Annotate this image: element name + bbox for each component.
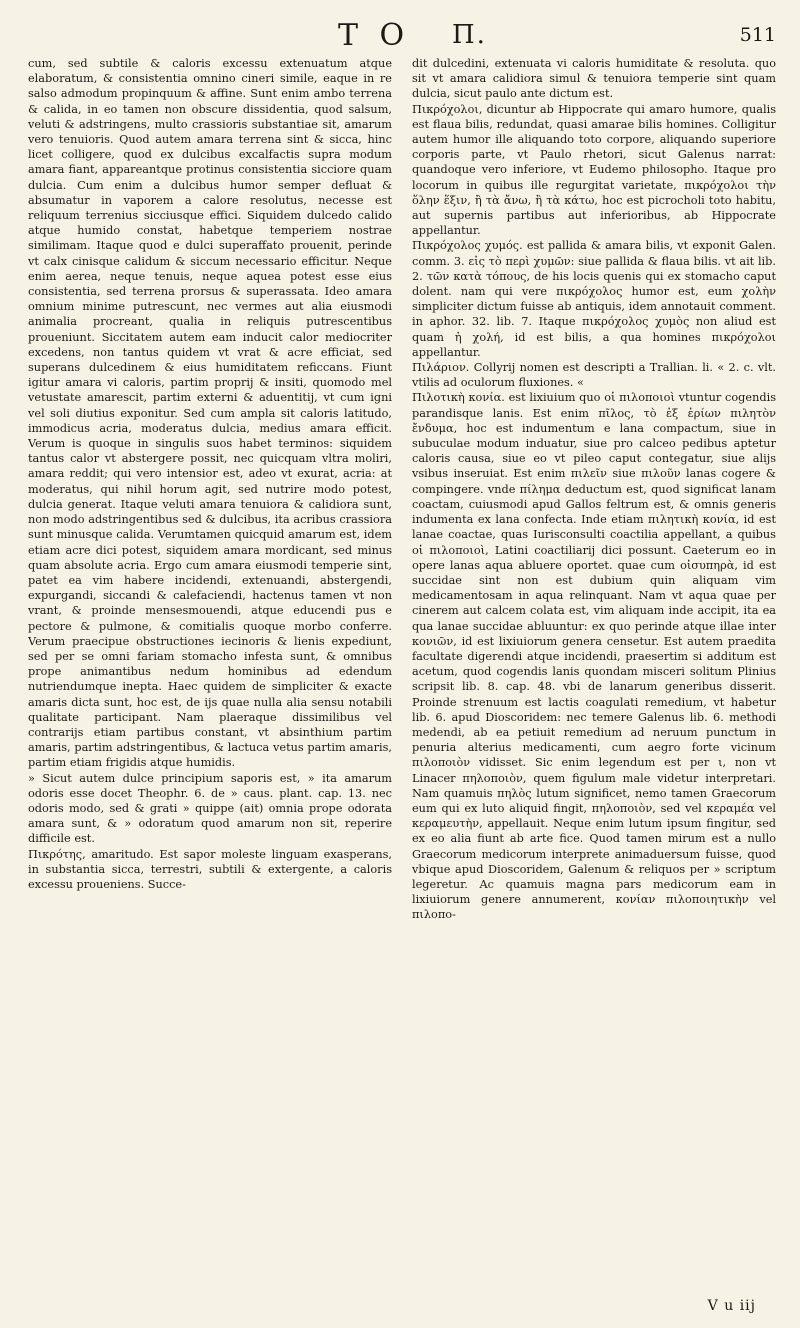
left-column [28,56,392,1286]
header-title-right: Π. [452,20,487,50]
running-header [20,14,776,58]
right-column [412,56,776,1286]
left-paragraph: Πικρότης, amaritudo. Est sapor moleste linguam exasperans, in substantia sicca, terrestri, subtili & extergente, a caloris excessu proueniens. Succe- [28,847,392,891]
signature-mark: V u iij [707,1298,756,1314]
right-paragraph: Πικρόχολος χυμός. est pallida & amara bilis, vt exponit Galen. comm. 3. εἰς τὸ περὶ χυμῶν: siue pallida & flaua bilis. vt ait lib. 2. τῶν κατὰ τόπους, de his locis quenis qui ex stomacho caput dolent. nam qui vere πικρόχολος humor est, eum χολὴν simpliciter dictum fuisse ab antiquis, idem annotauit comment. in aphor. 32. lib. 7. Itaque πικρόχολος χυμὸς non aliud est quam ἡ χολή, id est bilis, a qua homines πικρόχολοι appellantur. [412,239,776,359]
right-paragraph: dit dulcedini, extenuata vi caloris humiditate & resoluta. quo sit vt amara calidiora simul & tenuiora temperie sint quam dulcia, sicut paulo ante dictum est. [412,57,776,101]
text-columns [28,56,776,1286]
header-title-left: T O [338,18,411,53]
right-paragraph: Πιλάριον. Collyrij nomen est descripti a Trallian. li. « 2. c. vlt. vtilis ad oculorum fluxiones. « [412,361,776,390]
left-paragraph: cum, sed subtile & caloris excessu extenuatum atque elaboratum, & consistentia omnino cineri simile, eaque in re salso admodum propinquum & affine. Sunt enim ambo terrena & calida, in eo tamen non obscure dissidentia, quod salsum, veluti & adstringens, multo crassioris substantiae sit, amarum vero tenuioris. Quod autem amara terrena sint & sicca, hinc licet colligere, quod ex dulcibus excalfactis supra modum amara fiant, appareantque protinus consistentia sicciore quam dulcia. Cum enim a dulcibus humor semper defluat & absumatur in vaporem a calore resolutus, necesse est reliquum terrenius sicciusque effici. Siquidem dulcedo calido atque humido constat, habetque temperiem nostrae similimam. Itaque quod e dulci superaffato prouenit, perinde vt calx cinisque calidum & siccum necessario efficitur. Neque enim aerea, neque tenuis, neque aquea potest esse eius consistentia, sed terrena prorsus & superassata. Ideo amara omnium minime putrescunt, nec vermes aut alia eiusmodi animalia procreant, qualia in reliquis putrescentibus proueniunt. Siccitatem autem eam inducit calor mediocriter excedens, non tantus quidem vt vrat & acre efficiat, sed superans dulcedinem & eius humiditatem reficcans. Fiunt igitur amara vi caloris, partim proprij & insiti, quomodo mel vetustate amarescit, partim externi & aduentitij, vt cum igni vel soli diutius exponitur. Sed cum ampla sit caloris latitudo, immodicus acria, moderatus dulcia, medius amara efficit. Verum is quoque in singulis suos habet terminos: siquidem tantus calor vt abstergere possit, nec quicquam vltra moliri, amara reddit; qui vero intensior est, adeo vt exurat, acria: at moderatus, qui nihil horum agit, sed nutrire modo potest, dulcia generat. Itaque veluti amara tenuiora & calidiora sunt, non modo adstringentibus sed & dulcibus, ita acribus crassiora sunt minusque calida. Verumtamen quicquid amarum est, idem etiam acre dici potest, siquidem amara mordicant, sed minus quam absolute acria. Ergo cum amara eiusmodi temperie sint, patet ea vim habere incidendi, extenuandi, abstergendi, expurgandi, siccandi & calefaciendi, hactenus tamen vt non vrant, & proinde mensesmouendi, atque educendi pus e pectore & pulmone, & comitialis quoque morbo conferre. Verum praecipue obstructiones iecinoris & lienis expediunt, sed per se omni fariam stomacho infesta sunt, & omnibus prope animantibus nedum hominibus ad edendum nutriendumque inepta. Haec quidem de simpliciter & exacte amaris dicta sunt, hoc est, de ijs quae nulla alia sensu notabili qualitate participant. Nam plaeraque dissimilibus vel contrarijs etiam partibus constant, vt absinthium partim amaris, partim adstringentibus, & lactuca vetus partim amaris, partim etiam frigidis atque humidis. [28,57,392,770]
page-number: 511 [739,24,776,46]
left-paragraph: » Sicut autem dulce principium saporis est, » ita amarum odoris esse docet Theophr. 6. de » caus. plant. cap. 13. nec odoris modo, sed & grati » quippe (ait) omnia prope odorata amara sunt, & » odoratum quod amarum non sit, reperire difficile est. [28,771,392,846]
right-paragraph: Πικρόχολοι, dicuntur ab Hippocrate qui amaro humore, qualis est flaua bilis, redundat, quasi amarae bilis homines. Colligitur autem humor ille aliquando toto corpore, aliquando superiore corporis parte, vt Paulo rhetori, sicut Galenus narrat: quandoque vero inferiore, vt Eudemo philosopho. Itaque pro locorum in quibus ille regurgitat varietate, πικρόχολοι τὴν ὅλην ἕξιν, ἢ τὰ ἄνω, ἢ τὰ κάτω, hoc est picrocholi toto habitu, aut supernis partibus aut inferioribus, ab Hippocrate appellantur. [412,102,776,238]
right-paragraph: Πιλοτικὴ κονία. est lixiuium quo οἱ πιλοποιοὶ vtuntur cogendis parandisque lanis. Est enim πῖλος, τὸ ἐξ ἐρίων πιλητὸν ἔνδυμα, hoc est indumentum e lana compactum, siue in subuculae modum induatur, siue pro calceo pedibus aptetur caloris causa, siue eo vt pileo caput contegatur, siue alijs vsibus inseruiat. Est enim πιλεῖν siue πιλοῦν lanas cogere & compingere. vnde πίλημα deductum est, quod significat lanam coactam, cuiusmodi apud Gallos feltrum est, & omnis generis indumenta ex lana confecta. Inde etiam πιλητικὴ κονία, id est lanae coactae, quas Iurisconsulti coactilia appellant, a quibus οἱ πιλοποιοὶ, Latini coactiliarij dici possunt. Caeterum eo in opere lanas aqua abluere oportet. quae cum οἰσυπηρὰ, id est succidae sint non est dubium quin aliquam vim medicamentosam in aqua relinquant. Nam vt aqua quae per cinerem aut calcem colata est, vim aliquam inde accipit, ita ea qua lanae succidae abluuntur: ex quo perinde atque illae inter κονιῶν, id est lixiuiorum genera censetur. Est autem praedita facultate digerendi atque incidendi, praesertim si additum est acetum, quod cogendis lanis quondam misceri solitum Plinius scripsit lib. 8. cap. 48. vbi de lanarum generibus disserit. Proinde strenuum est lactis coagulati remedium, vt habetur lib. 6. apud Dioscoridem: nec temere Galenus lib. 6. methodi medendi, ab ea petiuit remedium ad neruum punctum in penuria alterius medicamenti, cum aegro forte vicinum πιλοποιὸν vidisset. Sic enim legendum est per ι, non vt Linacer πηλοποιὸν, quem figulum male videtur interpretari. Nam quamuis πηλὸς lutum significet, nemo tamen Graecorum eum qui ex luto aliquid fingit, πηλοποιὸν, sed vel κεραμέα vel κεραμευτὴν, appellauit. Neque enim lutum ipsum fingitur, sed ex eo alia fiunt ab arte fice. Quod tamen mirum est a nullo Graecorum medicorum interprete animaduersum fuisse, quod vbique apud Dioscoridem, Galenum & reliquos per » scriptum legeretur. Ac quamuis magna pars medicorum eam in lixiuiorum genere annumerent, κονίαν πιλοποιητικὴν vel πιλοπο- [412,391,776,922]
